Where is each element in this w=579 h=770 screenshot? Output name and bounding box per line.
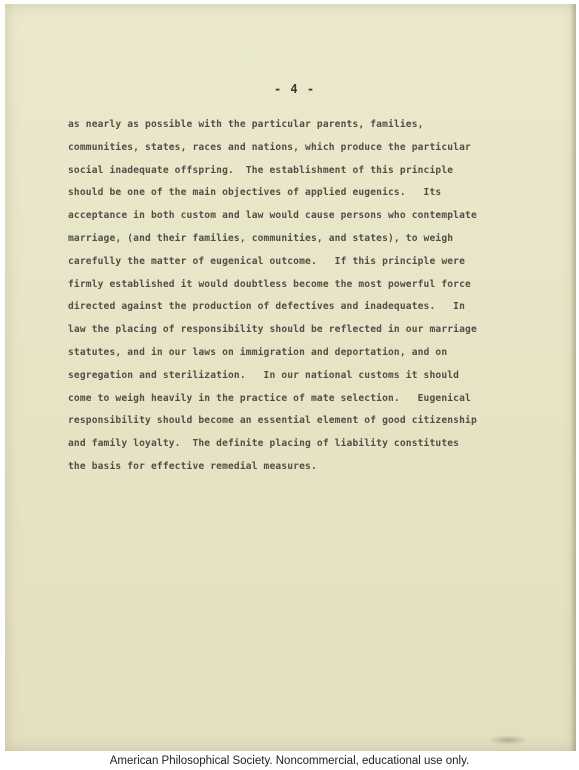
- text-line: firmly established it would doubtless become the most powerful force: [68, 278, 471, 290]
- text-line: statutes, and in our laws on immigration and deportation, and on: [68, 346, 448, 358]
- text-line: the basis for effective remedial measures.: [68, 460, 317, 472]
- text-line: marriage, (and their families, communities, and states), to weigh: [68, 232, 454, 244]
- text-line: social inadequate offspring. The establishment of this principle: [68, 164, 454, 176]
- text-line: law the placing of responsibility should be reflected in our marriage: [68, 324, 477, 336]
- text-line: responsibility should become an essential element of good citizenship: [68, 415, 477, 427]
- page-number: - 4 -: [273, 82, 316, 96]
- page-edge-shadow: [570, 4, 576, 751]
- text-line: carefully the matter of eugenical outcome. If this principle were: [68, 255, 466, 267]
- text-line: communities, states, races and nations, which produce the particular: [68, 141, 471, 153]
- text-line: segregation and sterilization. In our national customs it should: [68, 369, 460, 381]
- text-line: should be one of the main objectives of applied eugenics. Its: [68, 187, 442, 199]
- body-text: [68, 114, 548, 479]
- text-line: as nearly as possible with the particular parents, families,: [68, 119, 424, 130]
- text-line: acceptance in both custom and law would cause persons who contemplate: [68, 210, 477, 222]
- text-line: come to weigh heavily in the practice of mate selection. Eugenical: [68, 392, 471, 404]
- archive-caption: American Philosophical Society. Noncommercial, educational use only.: [0, 752, 579, 770]
- ink-smudge: [488, 735, 528, 745]
- typewritten-page: [5, 4, 576, 751]
- text-line: directed against the production of defectives and inadequates. In: [68, 301, 466, 313]
- text-line: and family loyalty. The definite placing of liability constitutes: [68, 438, 460, 450]
